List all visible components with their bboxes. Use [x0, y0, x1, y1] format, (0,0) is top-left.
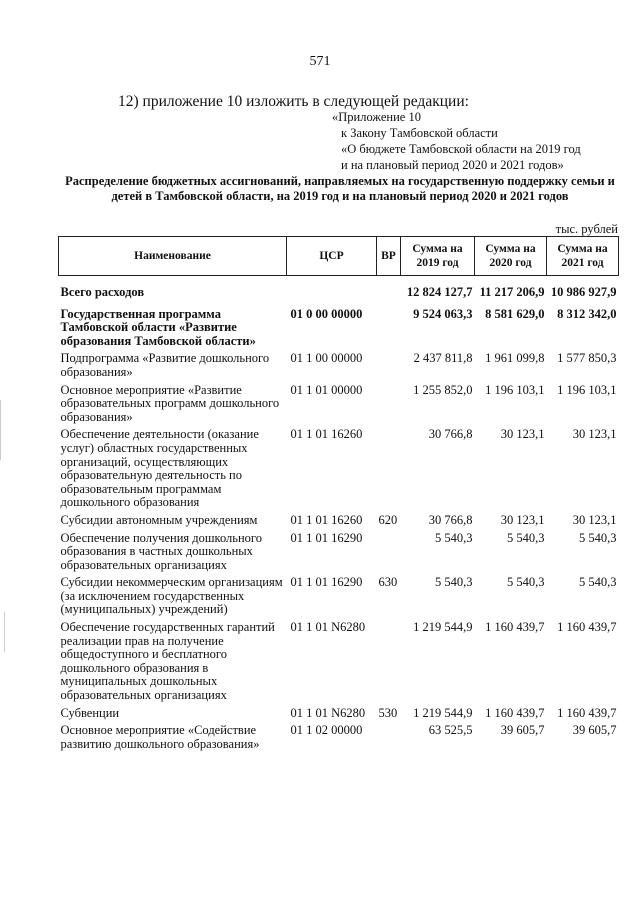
cell-name: Всего расходов	[60, 285, 145, 299]
cell-sum-2020: 1 961 099,8	[485, 351, 545, 366]
cell-sum-2020: 1 160 439,7	[485, 620, 545, 635]
table-row	[59, 514, 619, 528]
units-label: тыс. рублей	[555, 222, 618, 236]
table-row	[59, 532, 619, 573]
cell-sum-2021: 30 123,1	[572, 427, 617, 442]
page-number: 571	[309, 54, 331, 69]
cell-name: Основное мероприятие «Содействие развитию дошкольного образования»	[60, 723, 260, 751]
column-header-2019: Сумма на 2019 год	[401, 237, 475, 276]
table-row	[59, 621, 619, 703]
cell-sum-2020: 30 123,1	[500, 512, 545, 527]
cell-name: Субсидии некоммерческим организациям (за исключением государственных (муниципальных) учреждений)	[60, 575, 283, 617]
appendix-line: «Приложение 10	[332, 110, 421, 124]
column-header-csr: ЦСР	[287, 237, 377, 276]
cell-csr: 01 1 01 16260	[290, 427, 363, 442]
table-row	[59, 384, 619, 425]
cell-sum-2021: 1 160 439,7	[557, 620, 617, 635]
cell-vr	[377, 724, 401, 751]
cell-vr	[377, 384, 401, 425]
table-row	[59, 352, 619, 379]
cell-name: Субсидии автономным учреждениям	[60, 512, 258, 527]
cell-sum-2021: 5 540,3	[579, 575, 617, 590]
cell-csr: 01 1 01 16290	[290, 575, 363, 590]
cell-sum-2019: 30 766,8	[428, 427, 473, 442]
cell-sum-2019: 30 766,8	[428, 512, 473, 527]
cell-csr: 01 1 02 00000	[290, 723, 363, 738]
cell-csr: 01 1 01 N6280	[290, 705, 366, 720]
cell-sum-2019: 9 524 063,3	[413, 306, 473, 321]
appendix-line: и на плановый период 2020 и 2021 годов»	[341, 158, 564, 172]
cell-name: Государственная программа Тамбовской области «Развитие образования Тамбовской области»	[60, 306, 256, 348]
table-row	[59, 308, 619, 349]
amendment-instruction: 12) приложение 10 изложить в следующей редакции:	[118, 93, 469, 110]
cell-name: Субвенции	[60, 705, 120, 720]
cell-name: Обеспечение деятельности (оказание услуг) областных государственных организаций, осуществляющих образовательную деятельность по образовательным программам дошкольного образования	[60, 427, 259, 510]
cell-name: Обеспечение государственных гарантий реализации прав на получение общедоступного и бесплатного дошкольного образования в муниципальных дошкольных образовательных организациях	[60, 620, 275, 703]
column-header-2020: Сумма на 2020 год	[475, 237, 547, 276]
table-row	[59, 428, 619, 510]
cell-sum-2019: 5 540,3	[435, 530, 473, 545]
cell-sum-2021: 1 577 850,3	[557, 351, 617, 366]
cell-sum-2021: 1 160 439,7	[557, 705, 617, 720]
appendix-line: «О бюджете Тамбовской области на 2019 год	[341, 142, 581, 156]
cell-sum-2020: 1 160 439,7	[485, 705, 545, 720]
cell-sum-2021: 30 123,1	[572, 512, 617, 527]
cell-name: Подпрограмма «Развитие дошкольного образования»	[60, 351, 270, 379]
cell-sum-2019: 63 525,5	[428, 723, 473, 738]
cell-name: Обеспечение получения дошкольного образования в частных дошкольных образовательных организациях	[60, 530, 262, 572]
cell-vr	[377, 308, 401, 349]
cell-csr: 01 1 01 00000	[290, 382, 363, 397]
cell-sum-2019: 1 219 544,9	[413, 620, 473, 635]
cell-sum-2021: 1 196 103,1	[557, 382, 617, 397]
cell-vr: 530	[378, 705, 398, 720]
table-row	[59, 707, 619, 721]
table-header-row	[59, 237, 619, 276]
cell-csr: 01 1 01 16290	[290, 530, 363, 545]
cell-vr: 630	[378, 575, 398, 590]
cell-sum-2020: 39 605,7	[500, 723, 545, 738]
cell-vr	[377, 428, 401, 510]
table-row	[59, 576, 619, 617]
cell-sum-2020: 8 581 629,0	[485, 306, 545, 321]
cell-sum-2020: 30 123,1	[500, 427, 545, 442]
table-title: Распределение бюджетных ассигнований, направляемых на государственную поддержку семьи и детей в Тамбовской области, на 2019 год и на плановый период 2020 и 2021 годов	[65, 174, 615, 203]
cell-vr: 620	[378, 512, 398, 527]
cell-sum-2020: 11 217 206,9	[479, 285, 545, 299]
cell-sum-2020: 5 540,3	[507, 530, 545, 545]
appendix-line: к Закону Тамбовской области	[341, 126, 498, 140]
cell-sum-2019: 2 437 811,8	[413, 351, 473, 366]
cell-csr: 01 1 01 16260	[290, 512, 363, 527]
budget-table	[58, 236, 619, 751]
table-body	[59, 276, 619, 752]
appendix-header	[332, 109, 581, 173]
cell-sum-2019: 12 824 127,7	[406, 285, 473, 299]
cell-sum-2020: 5 540,3	[507, 575, 545, 590]
column-header-name: Наименование	[59, 237, 287, 276]
cell-vr	[377, 621, 401, 703]
column-header-vr: ВР	[377, 237, 401, 276]
cell-sum-2021: 39 605,7	[572, 723, 617, 738]
column-header-2021: Сумма на 2021 год	[547, 237, 619, 276]
cell-sum-2021: 10 986 927,9	[550, 285, 617, 299]
cell-sum-2019: 1 219 544,9	[413, 705, 473, 720]
cell-vr	[377, 532, 401, 573]
cell-name: Основное мероприятие «Развитие образовательных программ дошкольного образования»	[60, 382, 280, 424]
table-row	[59, 286, 619, 300]
cell-sum-2019: 1 255 852,0	[413, 382, 473, 397]
cell-csr: 01 1 00 00000	[290, 351, 363, 366]
cell-sum-2021: 8 312 342,0	[557, 306, 617, 321]
scan-mark	[4, 612, 5, 652]
cell-csr	[287, 286, 377, 300]
cell-sum-2020: 1 196 103,1	[485, 382, 545, 397]
cell-sum-2019: 5 540,3	[435, 575, 473, 590]
cell-sum-2021: 5 540,3	[579, 530, 617, 545]
cell-csr: 01 1 01 N6280	[290, 620, 366, 635]
cell-vr	[377, 352, 401, 379]
scan-mark	[0, 400, 1, 460]
cell-vr	[377, 286, 401, 300]
cell-csr: 01 0 00 00000	[290, 306, 363, 321]
table-row	[59, 724, 619, 751]
